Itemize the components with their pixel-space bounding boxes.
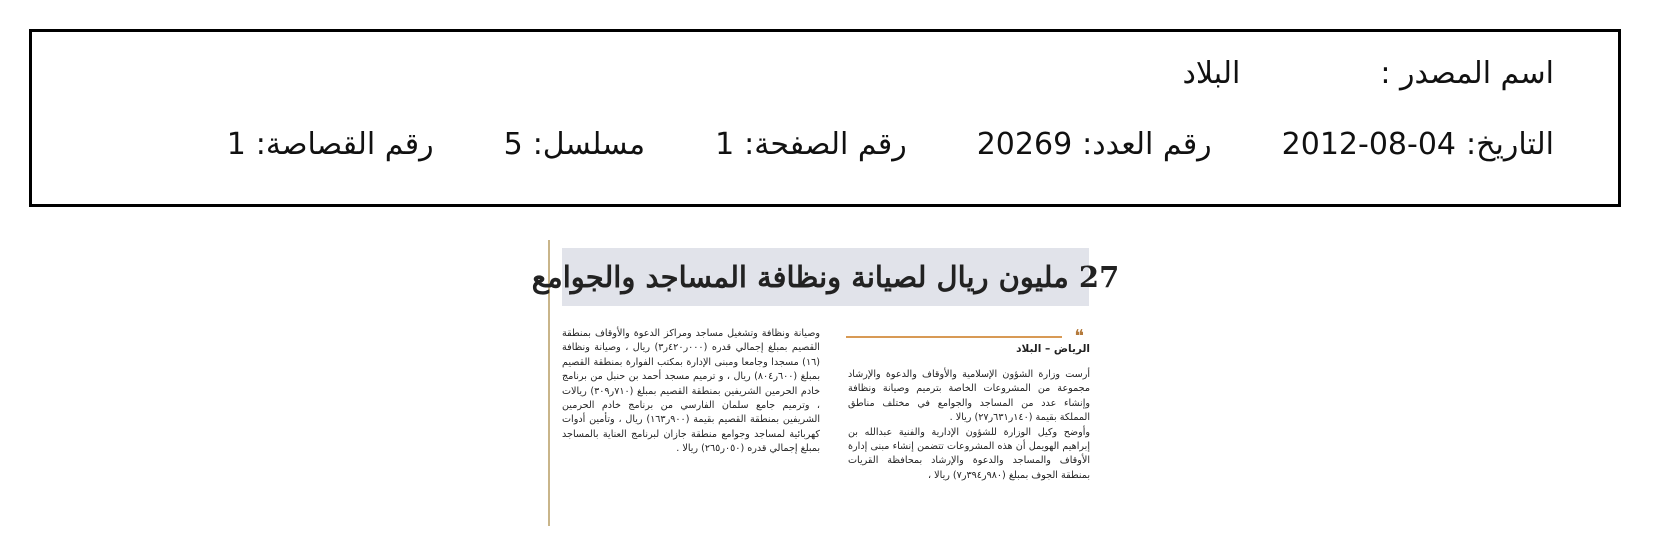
article-paragraph: وأوضح وكيل الوزارة للشؤون الإدارية والفنية عبدالله بن إبراهيم الهويمل أن هذه المشروعات تتضمن إنشاء مبنى إدارة الأوقاف والمساجد والدعوة والإرشاد بمحافظة القريات بمنطقة الجوف بمبلغ (٩٨٠ر٣٩٤ر٧) ريالا ، xyxy=(848,426,1090,481)
article-column-right xyxy=(848,368,1090,483)
serial-label: مسلسل: xyxy=(532,127,646,162)
article-headline: 27 مليون ريال لصيانة ونظافة المساجد والجوامع xyxy=(562,248,1089,306)
article-column-left xyxy=(562,327,820,457)
article-paragraph: أرست وزارة الشؤون الإسلامية والأوقاف والدعوة والإرشاد مجموعة من المشروعات الخاصة بترميم وصيانة ونظافة وإنشاء عدد من المساجد والجوامع في مختلف مناطق المملكة بقيمة (١٤٠ر٦٣١ر٢٧) ريالا . xyxy=(848,369,1090,424)
article-dateline: الرياض – البلاد xyxy=(1016,343,1090,355)
page-value: 1 xyxy=(715,127,735,162)
metadata-row xyxy=(227,127,1554,162)
page-label: رقم الصفحة: xyxy=(744,127,907,162)
serial-value: 5 xyxy=(503,127,523,162)
dateline-rule xyxy=(846,336,1062,338)
source-label: اسم المصدر : xyxy=(1380,56,1554,91)
newspaper-clipping xyxy=(531,240,1120,526)
quote-mark-icon: ❝ xyxy=(1074,326,1084,347)
date-label: التاريخ: xyxy=(1466,127,1554,162)
source-row xyxy=(1183,56,1554,91)
clip-value: 1 xyxy=(226,127,246,162)
issue-label: رقم العدد: xyxy=(1082,127,1212,162)
source-info-box xyxy=(29,29,1621,207)
date-value: 2012-08-04 xyxy=(1281,127,1457,162)
article-paragraph: وصيانة ونظافة وتشغيل مساجد ومراكز الدعوة والأوقاف بمنطقة القصيم بمبلغ إجمالي قدره (٠٠٠ر٤٢٠ر٣) ريال ، وصيانة ونظافة (١٦) مسجدا وجامعا ومبنى الإدارة بمكتب الفوارة بمنطقة القصيم بمبلغ (٦٠٠ر٨٠٤) ريال ، و ترميم مسجد أحمد بن حنبل من برنامج خادم الحرمين الشريفين بمنطقة القصيم بمبلغ (٧١٠ر٣٠٩) ريالات ، وترميم جامع سلمان الفارسي من برنامج خادم الحرمين الشريفين بمنطقة القصيم بقيمة (٩٠٠ر١٦٣) ريال ، وتأمين أدوات كهربائية لمساجد وجوامع منطقة جازان لبرنامج العناية بالمساجد بمبلغ إجمالي قدره (٠٥٠ر٢٦٥) ريالا . xyxy=(562,328,821,455)
clip-label: رقم القصاصة: xyxy=(255,127,434,162)
issue-value: 20269 xyxy=(976,127,1073,162)
source-value: البلاد xyxy=(1182,56,1241,91)
